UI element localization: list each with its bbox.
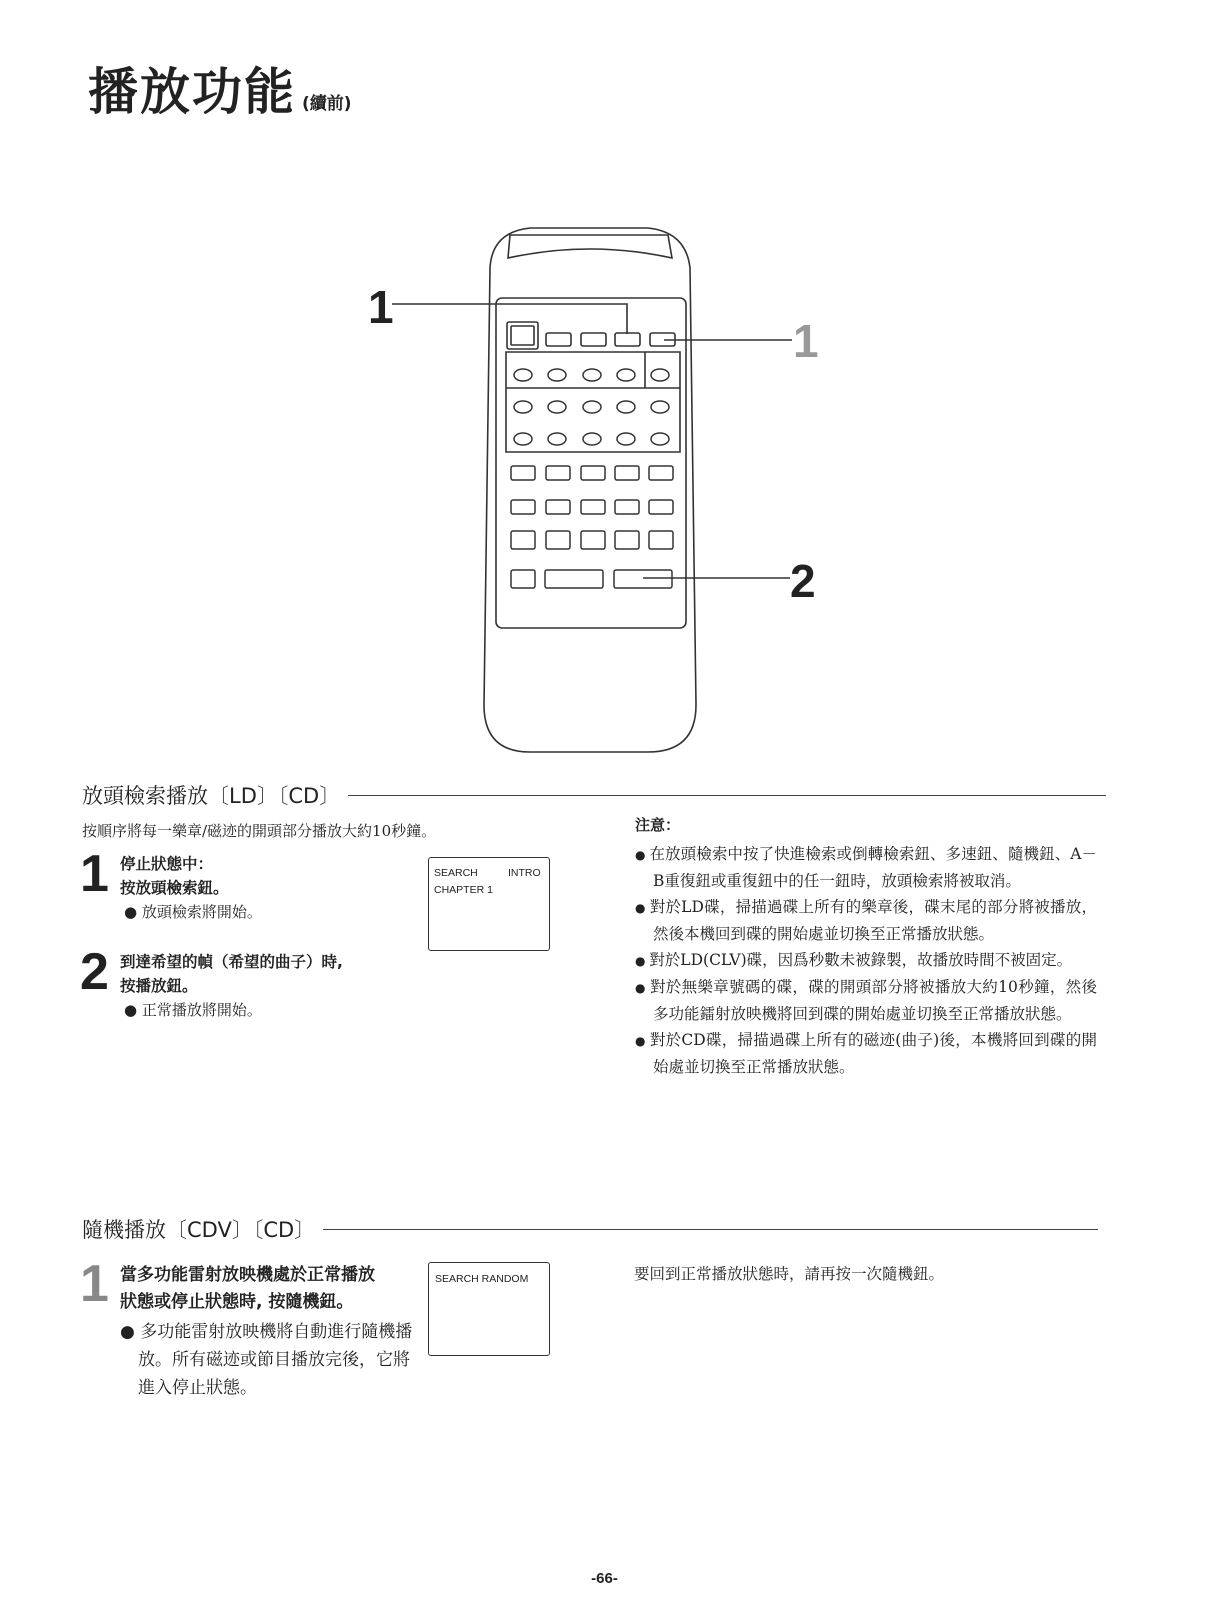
- section-heading-intro-search: [82, 780, 1106, 810]
- step-result: ● 正常播放將開始。: [124, 1001, 262, 1019]
- section-intro-text: 按順序將每一樂章/磁迹的開頭部分播放大約10秒鐘。: [82, 822, 437, 840]
- step-instruction: 按播放鈕。: [120, 977, 198, 995]
- osd-text: SEARCH: [434, 867, 478, 879]
- section-heading-random-play: [82, 1214, 1098, 1244]
- remote-search-intro-button: [615, 333, 640, 346]
- note-item: ● 在放頭檢索中按了快進檢索或倒轉檢索鈕、多速鈕、隨機鈕、A－B重復鈕或重復鈕中的任一鈕時，放頭檢索將被取消。: [635, 845, 1097, 890]
- step-1: [80, 845, 262, 925]
- title-subtitle: (續前): [302, 94, 352, 114]
- remote-top-button: [581, 333, 606, 346]
- step-number: 1: [80, 845, 109, 903]
- step-2: [80, 943, 343, 1023]
- remote-top-button: [546, 333, 571, 346]
- random-cancel-note: 要回到正常播放狀態時，請再按一次隨機鈕。: [634, 1265, 945, 1283]
- step-instruction: 停止狀態中：: [120, 855, 214, 873]
- note-item: ● 對於LD碟，掃描過碟上所有的樂章後，碟末尾的部分將被播放，然後本機回到碟的開始處並切換至正常播放狀態。: [635, 898, 1097, 943]
- step-instruction: 當多功能雷射放映機處於正常播放: [120, 1265, 375, 1285]
- step-result: ● 多功能雷射放映機將自動進行隨機播放。所有磁迹或節目播放完後，它將進入停止狀態。: [120, 1322, 413, 1398]
- section-heading-text: 放頭檢索播放〔LD〕〔CD〕: [82, 784, 341, 808]
- callout-number-right-2: 2: [790, 555, 816, 607]
- notes-title: 注意：: [635, 816, 681, 834]
- step-instruction: 到達希望的幀（希望的曲子）時,: [120, 953, 343, 971]
- remote-ir-window: [508, 235, 672, 258]
- step-1-random: [80, 1255, 420, 1402]
- step-number: 2: [80, 943, 109, 1001]
- step-result: ● 放頭檢索將開始。: [124, 903, 262, 921]
- note-item: ● 對於無樂章號碼的碟，碟的開頭部分將被播放大約10秒鐘，然後多功能鐳射放映機將回到碟的開始處並切換至正常播放狀態。: [635, 978, 1097, 1023]
- notes-block: [635, 814, 1097, 1080]
- osd-text: CHAPTER 1: [434, 884, 493, 896]
- callout-number-right-1: 1: [793, 315, 819, 367]
- remote-rect-buttons: [511, 466, 673, 588]
- osd-text: INTRO: [508, 867, 541, 879]
- step-instruction: 按放頭檢索鈕。: [120, 879, 229, 897]
- callout-line-left-1: [392, 304, 627, 334]
- title-text: 播放功能: [88, 63, 296, 121]
- remote-body: [484, 228, 696, 752]
- remote-play-button: [614, 570, 672, 588]
- note-item: ● 對於LD(CLV)碟，因爲秒數未被錄製，故播放時間不被固定。: [635, 951, 1073, 969]
- callout-number-left-1: 1: [368, 281, 394, 333]
- step-instruction: 狀態或停止狀態時, 按隨機鈕。: [120, 1292, 354, 1312]
- section-heading-text: 隨機播放〔CDV〕〔CD〕: [82, 1218, 316, 1242]
- step-number: 1: [80, 1255, 109, 1313]
- osd-screen-search-random: [428, 1262, 550, 1356]
- note-item: ● 對於CD碟，掃描過碟上所有的磁迹(曲子)後，本機將回到碟的開始處並切換至正常播放狀態。: [635, 1031, 1097, 1076]
- osd-screen-search-intro: [428, 857, 550, 951]
- osd-text: SEARCH RANDOM: [435, 1273, 529, 1285]
- remote-control-illustration: [0, 0, 1209, 780]
- page-number: -66-: [591, 1570, 618, 1587]
